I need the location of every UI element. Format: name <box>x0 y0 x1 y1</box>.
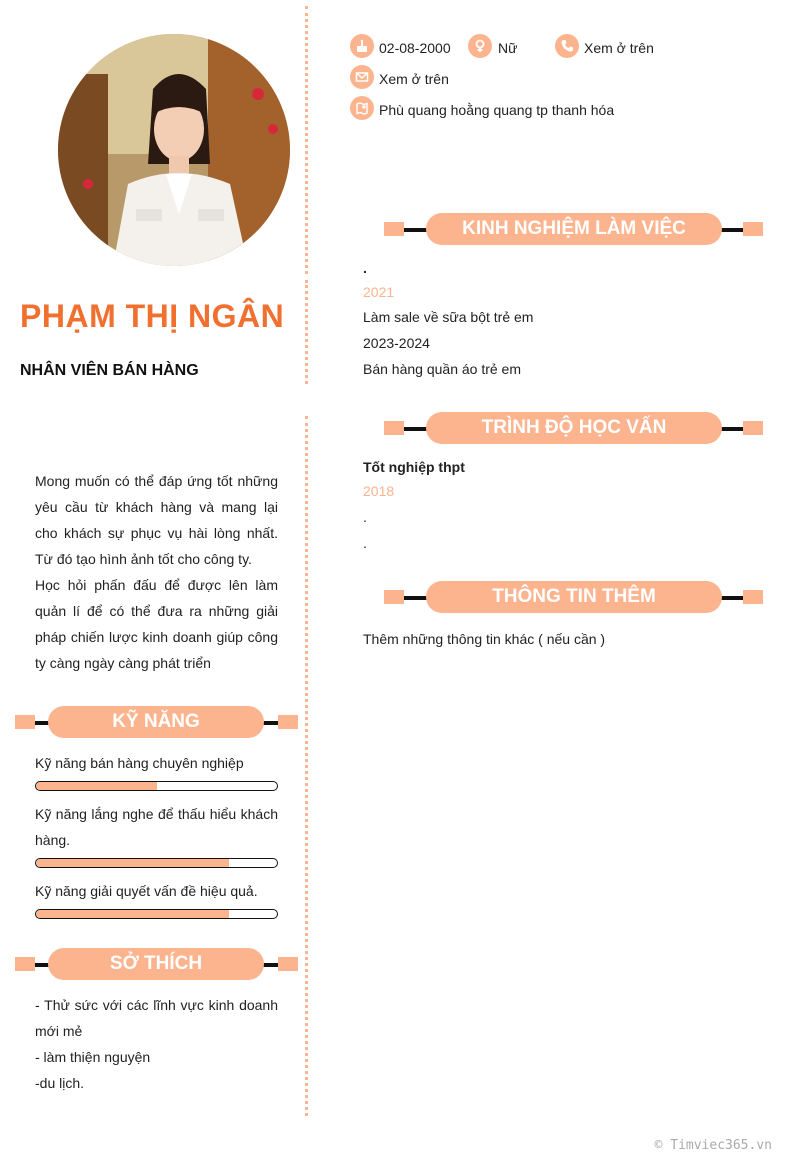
education-detail: . <box>363 509 367 525</box>
header-cap-left <box>384 222 404 236</box>
phone-icon <box>555 34 579 58</box>
header-cap-left <box>384 590 404 604</box>
skill-progress-fill <box>36 859 229 867</box>
experience-section-header <box>384 213 764 247</box>
experience-description: 2023-2024 <box>363 335 430 351</box>
job-title: NHÂN VIÊN BÁN HÀNG <box>20 362 199 379</box>
birthday-cake-icon <box>350 34 374 58</box>
education-year: 2018 <box>363 483 395 499</box>
phone-value: Xem ở trên <box>584 40 654 56</box>
footer-watermark: © Timviec365.vn <box>654 1138 772 1153</box>
section-title: KỸ NĂNG <box>48 706 264 738</box>
header-cap-left <box>15 715 35 729</box>
education-section-header <box>384 412 764 446</box>
column-divider-mid <box>305 280 308 384</box>
hobby-item: - Thử sức với các lĩnh vực kinh doanh mới mẻ <box>35 997 278 1039</box>
header-cap-left <box>384 421 404 435</box>
address-value: Phù quang hoằng quang tp thanh hóa <box>379 102 615 118</box>
email-icon <box>350 65 374 89</box>
skill-label: Kỹ năng bán hàng chuyên nghiệp <box>35 755 244 771</box>
experience-description: Bán hàng quần áo trẻ em <box>363 361 522 377</box>
hobby-item: - làm thiện nguyện <box>35 1049 151 1065</box>
email-value: Xem ở trên <box>379 71 449 87</box>
column-divider-bottom <box>305 416 308 1116</box>
header-cap-right <box>743 222 763 236</box>
experience-description: Làm sale về sữa bột trẻ em <box>363 309 534 325</box>
section-title: TRÌNH ĐỘ HỌC VẤN <box>426 412 722 444</box>
candidate-name: PHẠM THỊ NGÂN <box>20 298 285 334</box>
section-title: SỞ THÍCH <box>48 948 264 980</box>
header-cap-right <box>278 715 298 729</box>
section-title: THÔNG TIN THÊM <box>426 581 722 613</box>
header-cap-left <box>15 957 35 971</box>
hobby-item: -du lịch. <box>35 1075 85 1091</box>
skill-label: Kỹ năng lắng nghe để thấu hiểu khách hàng. <box>35 806 278 848</box>
header-cap-right <box>743 590 763 604</box>
gender-icon <box>468 34 492 58</box>
location-map-icon <box>350 96 374 120</box>
skill-progress-fill <box>36 910 229 918</box>
experience-year: 2021 <box>363 284 395 300</box>
birthday-value: 02-08-2000 <box>379 40 451 56</box>
extra-info-section-header <box>384 581 764 615</box>
avatar <box>58 34 290 266</box>
hobbies-section-header <box>15 948 298 982</box>
skill-progress-fill <box>36 782 157 790</box>
column-divider-top <box>305 6 308 274</box>
education-degree: Tốt nghiệp thpt <box>363 459 465 475</box>
skill-progress-bar <box>35 909 278 919</box>
career-objective: Mong muốn có thể đáp ứng tốt những yêu cầu từ khách hàng và mang lại cho khách sự phục vụ hài lòng nhất. Từ đó tạo hình ảnh tốt cho công ty. Học hỏi phấn đấu để được lên làm quản lí để có thể đưa ra những giải pháp chiến lược kinh doanh giúp công ty càng ngày càng phát triển <box>35 473 278 671</box>
skill-progress-bar <box>35 781 278 791</box>
education-detail: . <box>363 535 367 551</box>
gender-value: Nữ <box>498 40 518 56</box>
hobbies-list <box>35 992 278 1096</box>
experience-company: . <box>363 260 367 276</box>
skill-label: Kỹ năng giải quyết vấn đề hiệu quả. <box>35 883 258 899</box>
skills-section-header <box>15 706 298 740</box>
skill-progress-bar <box>35 858 278 868</box>
header-cap-right <box>743 421 763 435</box>
extra-info-text: Thêm những thông tin khác ( nếu cần ) <box>363 631 606 647</box>
section-title: KINH NGHIỆM LÀM VIỆC <box>426 213 722 245</box>
header-cap-right <box>278 957 298 971</box>
